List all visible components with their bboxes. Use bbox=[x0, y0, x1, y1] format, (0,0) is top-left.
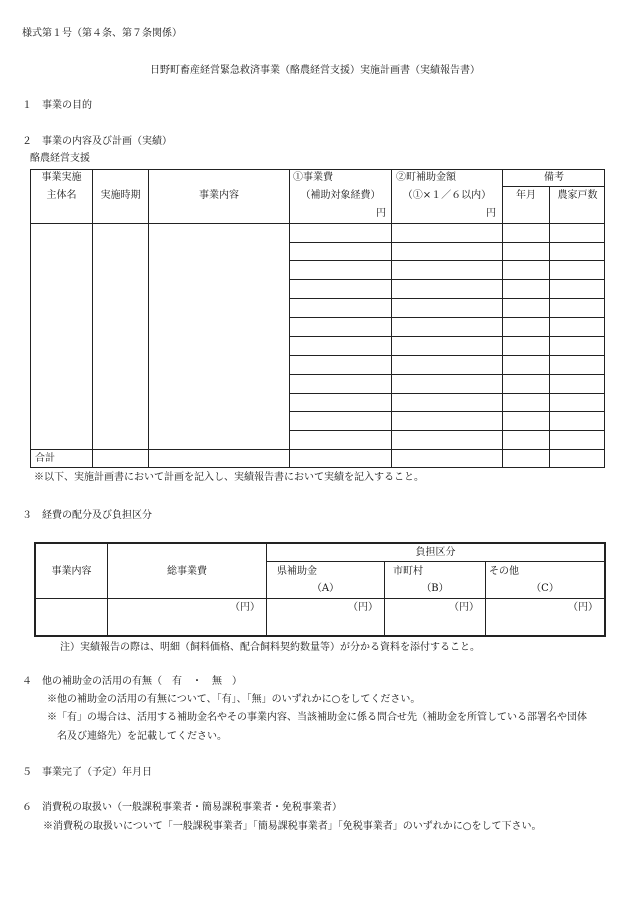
col-cost-line1: ①事業費 bbox=[293, 172, 333, 183]
unit-city: （円） bbox=[449, 602, 479, 613]
section2-note: ※以下、実施計画書において計画を記入し、実績報告書において実績を記入すること。 bbox=[34, 472, 424, 483]
col-content: 事業内容 bbox=[199, 190, 239, 201]
section4-note1: ※他の補助金の活用の有無について、「有」、「無」のいずれかに○をしてください。 bbox=[47, 694, 421, 705]
burden-col-burden: 負担区分 bbox=[415, 547, 456, 558]
section4-note2-line2: 名及び連絡先）を記載してください。 bbox=[57, 731, 227, 742]
section5-heading: ５ 事業完了（予定）年月日 bbox=[22, 767, 152, 778]
section4-heading: ４ 他の補助金の活用の有無（ 有 ・ 無 ） bbox=[22, 676, 242, 687]
total-label: 合計 bbox=[35, 453, 55, 464]
burden-col-content: 事業内容 bbox=[51, 566, 92, 577]
col-remarks: 備考 bbox=[544, 172, 564, 183]
col-households: 農家戸数 bbox=[557, 190, 598, 201]
burden-col-pref: 県補助金 bbox=[277, 566, 317, 577]
section1-heading: １ 事業の目的 bbox=[22, 100, 92, 111]
burden-col-other: その他 bbox=[489, 566, 519, 577]
col-subsidy-line2: （①×１／６以内） bbox=[402, 190, 492, 201]
col-year-month: 年月 bbox=[516, 190, 536, 201]
col-subsidy-unit: 円 bbox=[486, 208, 496, 219]
burden-col-city: 市町村 bbox=[393, 566, 423, 577]
section3-note: 注）実績報告の際は、明細（飼料価格、配合飼料契約数量等）が分かる資料を添付すること。 bbox=[60, 642, 480, 653]
burden-col-pref-code: （A） bbox=[311, 583, 340, 594]
burden-col-other-code: （C） bbox=[531, 583, 559, 594]
section6-heading: ６ 消費税の取扱い（一般課税事業者・簡易課税事業者・免税事業者） bbox=[22, 802, 342, 813]
page-title: 日野町畜産経営緊急救済事業（酪農経営支援）実施計画書（実績報告書） bbox=[150, 65, 480, 76]
form-number: 様式第１号（第４条、第７条関係） bbox=[22, 28, 182, 39]
col-subsidy-line1: ②町補助金額 bbox=[396, 172, 456, 183]
col-cost-unit: 円 bbox=[376, 208, 386, 219]
unit-pref: （円） bbox=[348, 602, 378, 613]
section6-note: ※消費税の取扱いについて「一般課税事業者」「簡易課税事業者」「免税事業者」のいずれかに○をして下さい。 bbox=[43, 821, 542, 832]
unit-other: （円） bbox=[568, 602, 598, 613]
col-cost-line2: （補助対象経費） bbox=[300, 190, 381, 201]
section2-heading: ２ 事業の内容及び計画（実績） bbox=[22, 136, 172, 147]
section3-heading: ３ 経費の配分及び負担区分 bbox=[22, 510, 152, 521]
burden-col-total: 総事業費 bbox=[167, 566, 207, 577]
col-entity-line2: 主体名 bbox=[46, 190, 77, 201]
section4-note2-line1: ※「有」の場合は、活用する補助金名やその事業内容、当該補助金に係る問合せ先（補助金を所管している部署名や団体 bbox=[47, 712, 587, 723]
unit-total: （円） bbox=[230, 602, 260, 613]
section2-subheading: 酪農経営支援 bbox=[30, 153, 90, 164]
col-entity-line1: 事業実施 bbox=[41, 172, 82, 183]
col-period: 実施時期 bbox=[100, 190, 141, 201]
burden-col-city-code: （B） bbox=[421, 583, 449, 594]
